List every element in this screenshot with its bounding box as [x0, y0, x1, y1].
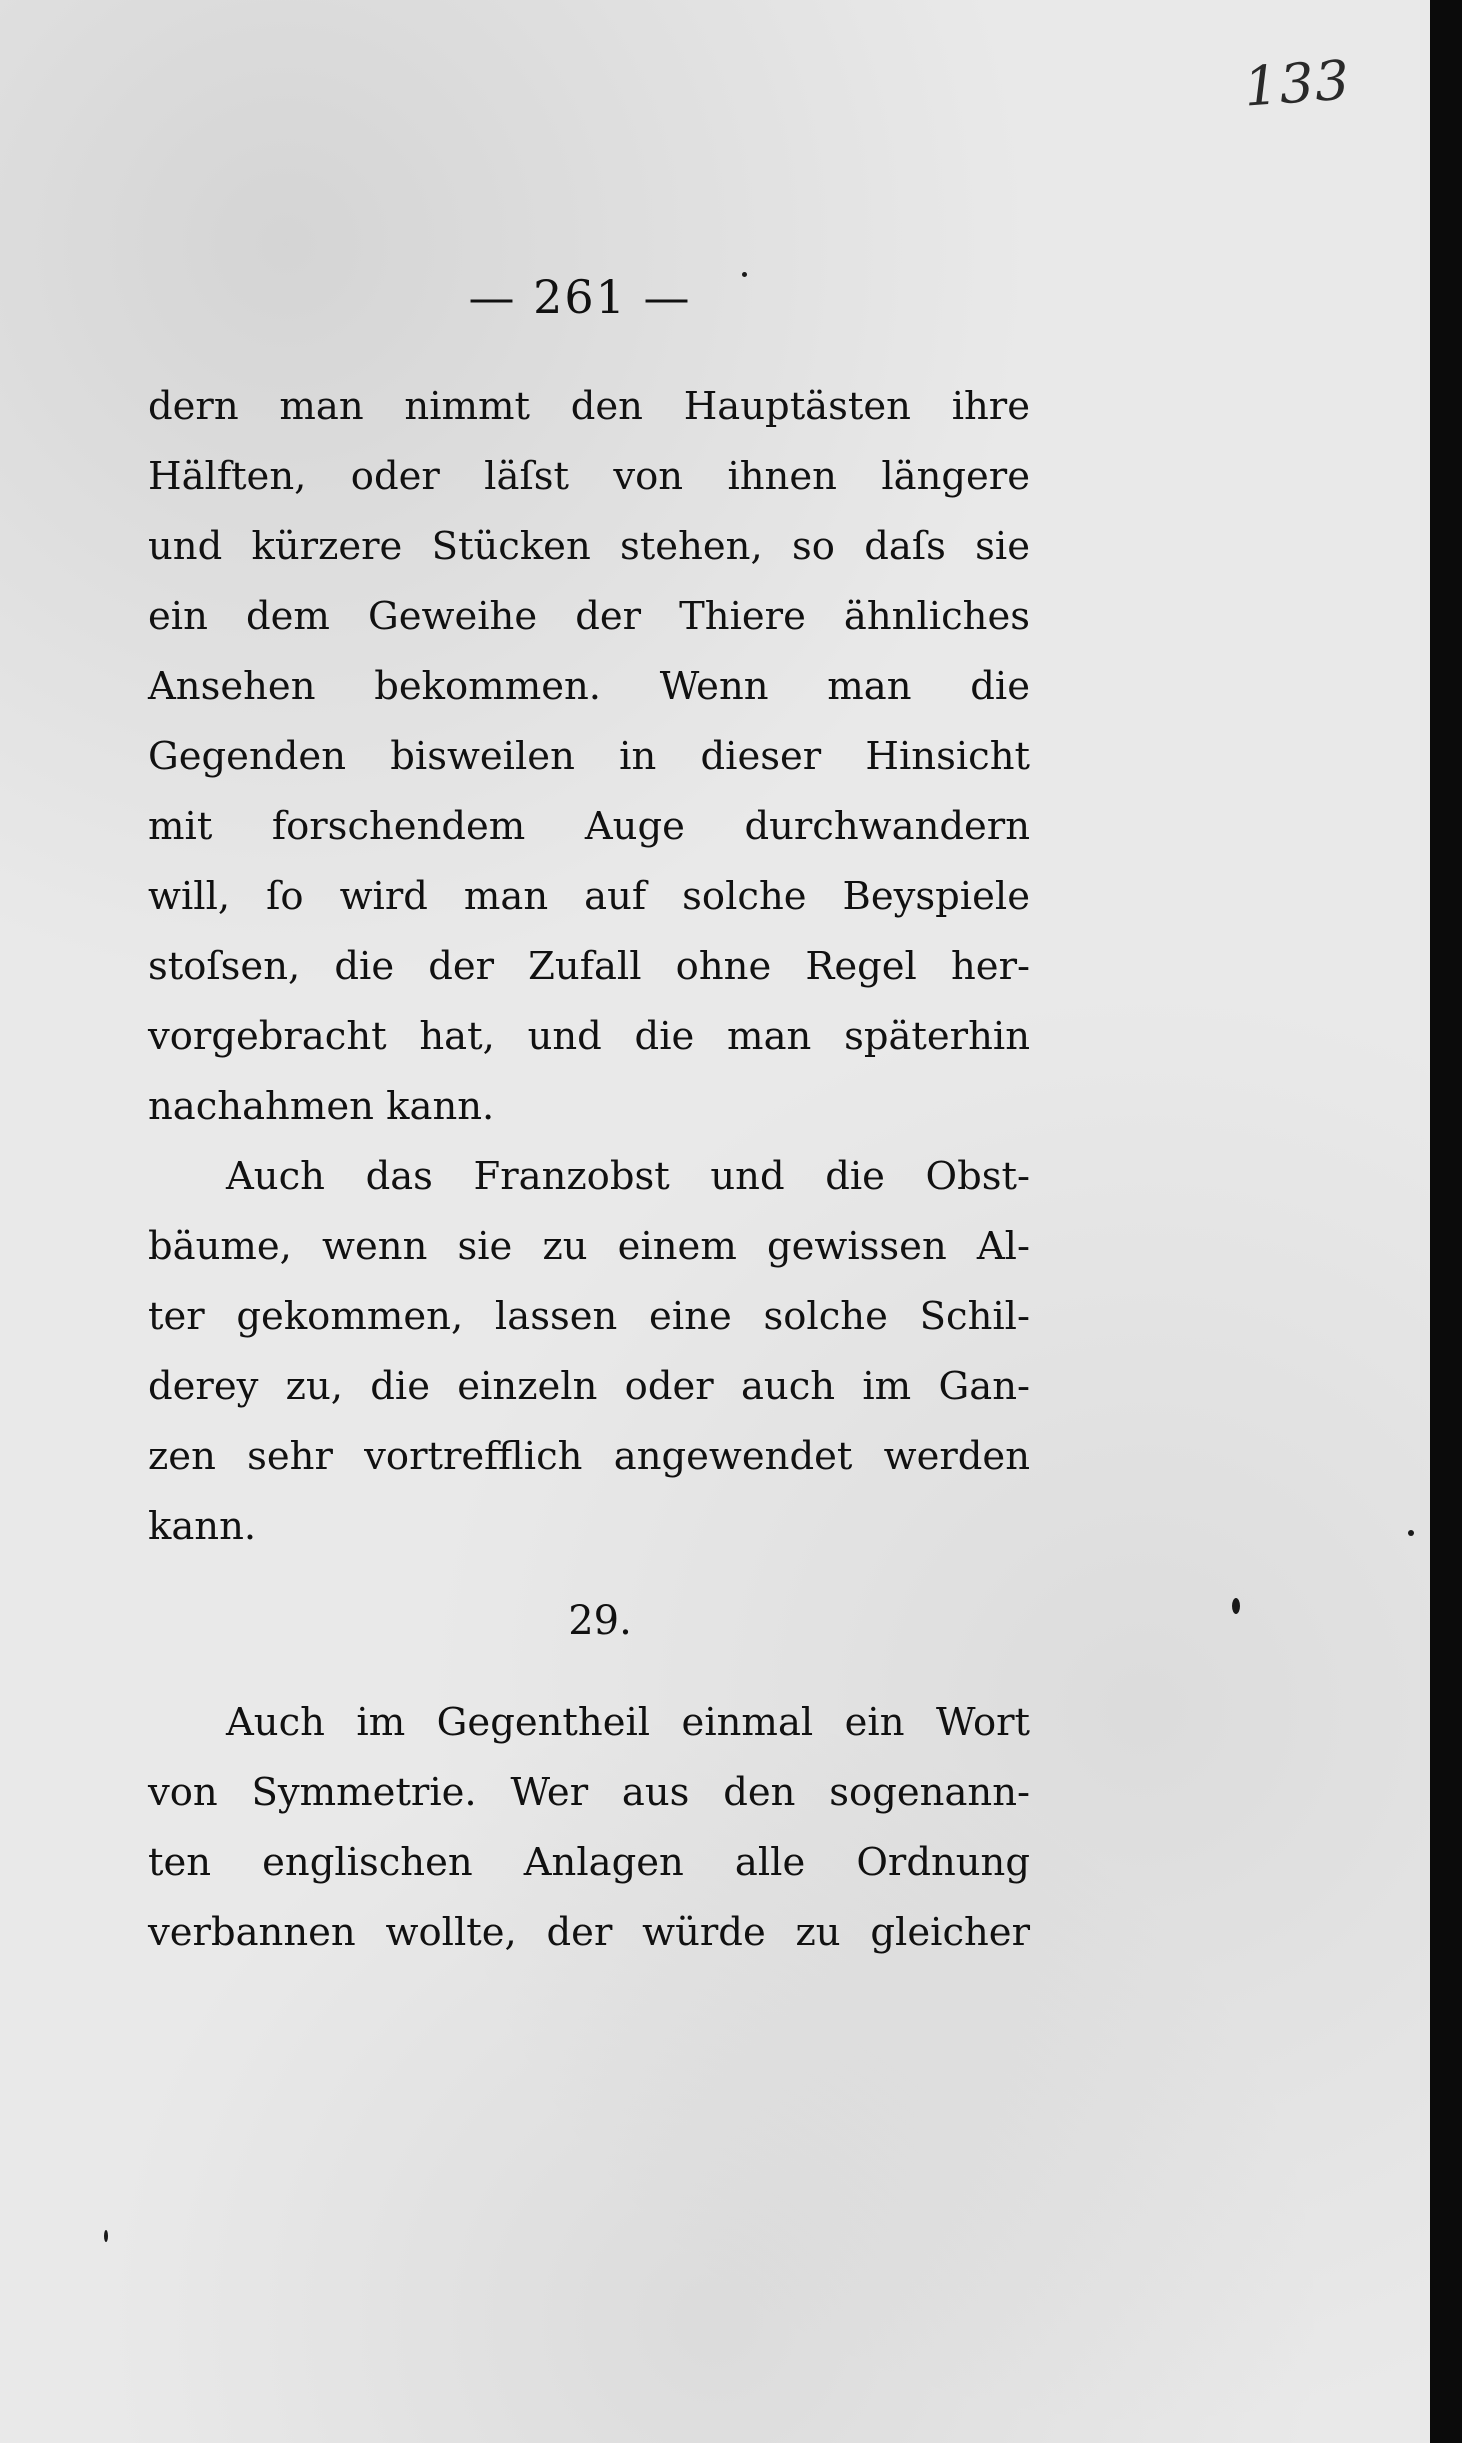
- text-line: derey zu, die einzeln oder auch im Gan-: [148, 1364, 1030, 1409]
- text-line: Ansehen bekommen. Wenn man die: [148, 664, 1030, 709]
- text-line: zen sehr vortrefflich angewendet werden: [148, 1434, 1030, 1479]
- text-line: und kürzere Stücken stehen, so daſs sie: [148, 524, 1030, 569]
- text-line: stoſsen, die der Zufall ohne Regel her-: [148, 944, 1030, 989]
- text-line: Hälften, oder läſst von ihnen längere: [148, 454, 1030, 499]
- text-line: ein dem Geweihe der Thiere ähnliches: [148, 594, 1030, 639]
- text-line: verbannen wollte, der würde zu gleicher: [148, 1910, 1030, 1955]
- section-text: [148, 1688, 1030, 1968]
- section-number: 29.: [568, 1598, 632, 1644]
- text-line: Auch das Franzobst und die Obst-: [226, 1154, 1030, 1199]
- text-line: ter gekommen, lassen eine solche Schil-: [148, 1294, 1030, 1339]
- text-line: kann.: [148, 1504, 257, 1549]
- text-line: mit forschendem Auge durchwandern: [148, 804, 1030, 849]
- text-line: Gegenden bisweilen in dieser Hinsicht: [148, 734, 1030, 779]
- text-line: dern man nimmt den Hauptästen ihre: [148, 384, 1030, 429]
- text-line: von Symmetrie. Wer aus den sogenann-: [148, 1770, 1030, 1815]
- body-text: [148, 372, 1030, 1562]
- page-header-number: — 261 —: [468, 270, 692, 324]
- text-line: Auch im Gegentheil einmal ein Wort: [226, 1700, 1030, 1745]
- text-line: ten englischen Anlagen alle Ordnung: [148, 1840, 1030, 1885]
- scan-speck: [104, 2230, 108, 2242]
- handwritten-folio-number: 133: [1241, 48, 1353, 119]
- scan-speck: [742, 272, 747, 277]
- scan-speck: [1232, 1598, 1240, 1614]
- text-line: bäume, wenn sie zu einem gewissen Al-: [148, 1224, 1030, 1269]
- text-line: nachahmen kann.: [148, 1084, 495, 1129]
- scan-border: [1430, 0, 1462, 2443]
- text-line: vorgebracht hat, und die man späterhin: [148, 1014, 1030, 1059]
- text-line: will, ſo wird man auf solche Beyspiele: [148, 874, 1030, 919]
- scan-speck: [1408, 1530, 1414, 1536]
